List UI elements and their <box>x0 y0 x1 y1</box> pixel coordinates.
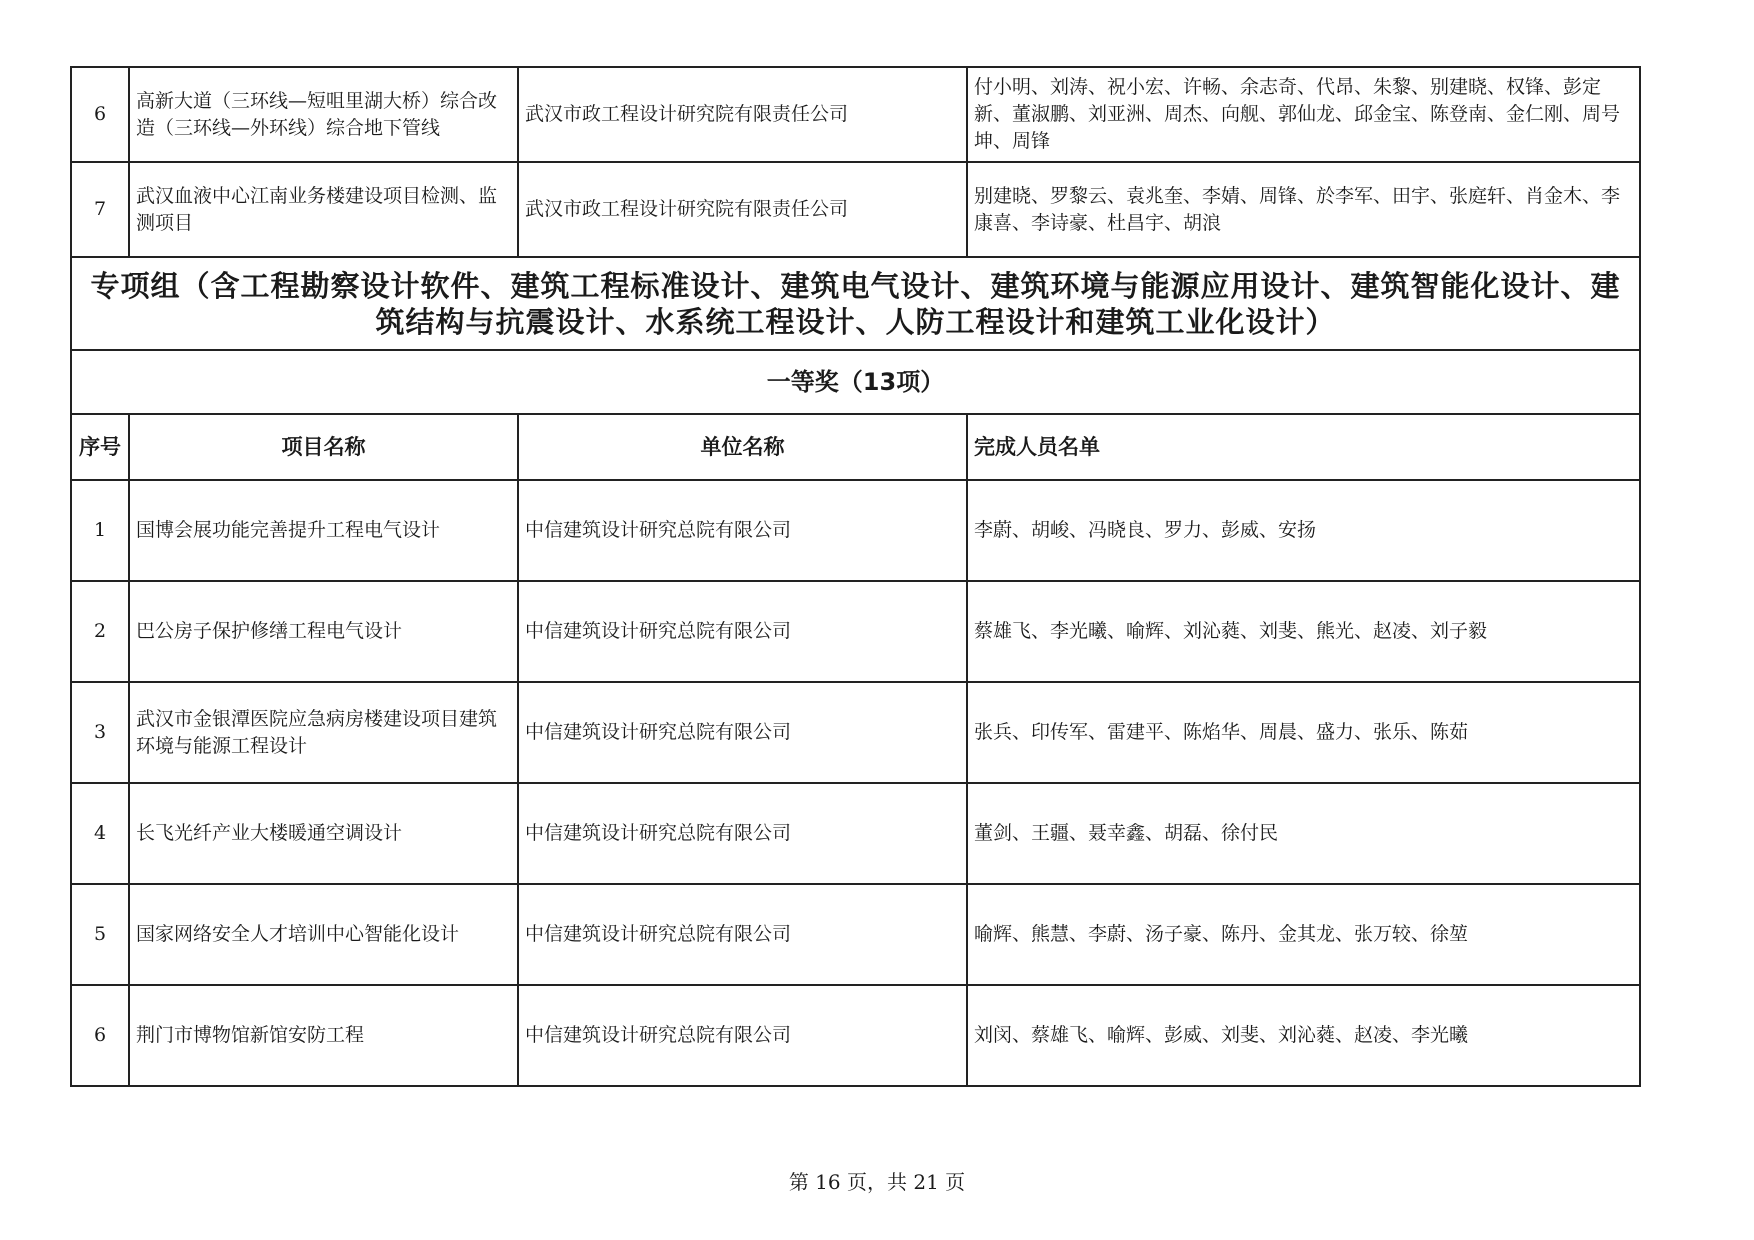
row-members: 张兵、印传军、雷建平、陈焰华、周晨、盛力、张乐、陈茹 <box>967 682 1640 783</box>
row-seq: 6 <box>71 985 129 1086</box>
award-title: 一等奖（13项） <box>71 350 1640 414</box>
table-row <box>71 67 1640 162</box>
row-members: 蔡雄飞、李光曦、喻辉、刘沁蕤、刘斐、熊光、赵凌、刘子毅 <box>967 581 1640 682</box>
row-members: 董剑、王疆、聂幸鑫、胡磊、徐付民 <box>967 783 1640 884</box>
row-seq: 1 <box>71 480 129 581</box>
row-project: 国博会展功能完善提升工程电气设计 <box>129 480 518 581</box>
header-row <box>71 414 1640 480</box>
row-unit: 中信建筑设计研究总院有限公司 <box>518 480 967 581</box>
row-unit: 中信建筑设计研究总院有限公司 <box>518 783 967 884</box>
row-unit: 中信建筑设计研究总院有限公司 <box>518 682 967 783</box>
row-project: 巴公房子保护修缮工程电气设计 <box>129 581 518 682</box>
awards-table <box>70 66 1641 1087</box>
row-unit: 武汉市政工程设计研究院有限责任公司 <box>518 67 967 162</box>
row-seq: 5 <box>71 884 129 985</box>
table-row <box>71 783 1640 884</box>
header-seq: 序号 <box>71 414 129 480</box>
header-unit: 单位名称 <box>518 414 967 480</box>
table-row <box>71 884 1640 985</box>
row-seq: 3 <box>71 682 129 783</box>
award-row <box>71 350 1640 414</box>
row-unit: 武汉市政工程设计研究院有限责任公司 <box>518 162 967 257</box>
row-project: 荆门市博物馆新馆安防工程 <box>129 985 518 1086</box>
row-project: 武汉市金银潭医院应急病房楼建设项目建筑环境与能源工程设计 <box>129 682 518 783</box>
row-seq: 4 <box>71 783 129 884</box>
row-members: 刘闵、蔡雄飞、喻辉、彭威、刘斐、刘沁蕤、赵凌、李光曦 <box>967 985 1640 1086</box>
row-seq: 7 <box>71 162 129 257</box>
page-footer: 第 16 页，共 21 页 <box>788 1170 966 1194</box>
table-row <box>71 682 1640 783</box>
row-unit: 中信建筑设计研究总院有限公司 <box>518 884 967 985</box>
table-row <box>71 581 1640 682</box>
row-members: 付小明、刘涛、祝小宏、许畅、余志奇、代昂、朱黎、别建晓、权锋、彭定新、董淑鹏、刘亚洲、周杰、向舰、郭仙龙、邱金宝、陈登南、金仁刚、周号坤、周锋 <box>967 67 1640 162</box>
row-project: 武汉血液中心江南业务楼建设项目检测、监测项目 <box>129 162 518 257</box>
header-members: 完成人员名单 <box>967 414 1640 480</box>
row-seq: 2 <box>71 581 129 682</box>
header-project: 项目名称 <box>129 414 518 480</box>
table-row <box>71 480 1640 581</box>
row-project: 国家网络安全人才培训中心智能化设计 <box>129 884 518 985</box>
row-members: 喻辉、熊慧、李蔚、汤子豪、陈丹、金其龙、张万较、徐堃 <box>967 884 1640 985</box>
row-unit: 中信建筑设计研究总院有限公司 <box>518 985 967 1086</box>
table-row <box>71 162 1640 257</box>
row-members: 别建晓、罗黎云、袁兆奎、李婧、周锋、於李军、田宇、张庭轩、肖金木、李康喜、李诗豪、杜昌宇、胡浪 <box>967 162 1640 257</box>
table-row <box>71 985 1640 1086</box>
row-unit: 中信建筑设计研究总院有限公司 <box>518 581 967 682</box>
row-seq: 6 <box>71 67 129 162</box>
row-project: 长飞光纤产业大楼暖通空调设计 <box>129 783 518 884</box>
row-members: 李蔚、胡峻、冯晓良、罗力、彭威、安扬 <box>967 480 1640 581</box>
section-title: 专项组（含工程勘察设计软件、建筑工程标准设计、建筑电气设计、建筑环境与能源应用设计、建筑智能化设计、建筑结构与抗震设计、水系统工程设计、人防工程设计和建筑工业化设计） <box>71 257 1640 350</box>
section-row <box>71 257 1640 350</box>
row-project: 高新大道（三环线—短咀里湖大桥）综合改造（三环线—外环线）综合地下管线 <box>129 67 518 162</box>
